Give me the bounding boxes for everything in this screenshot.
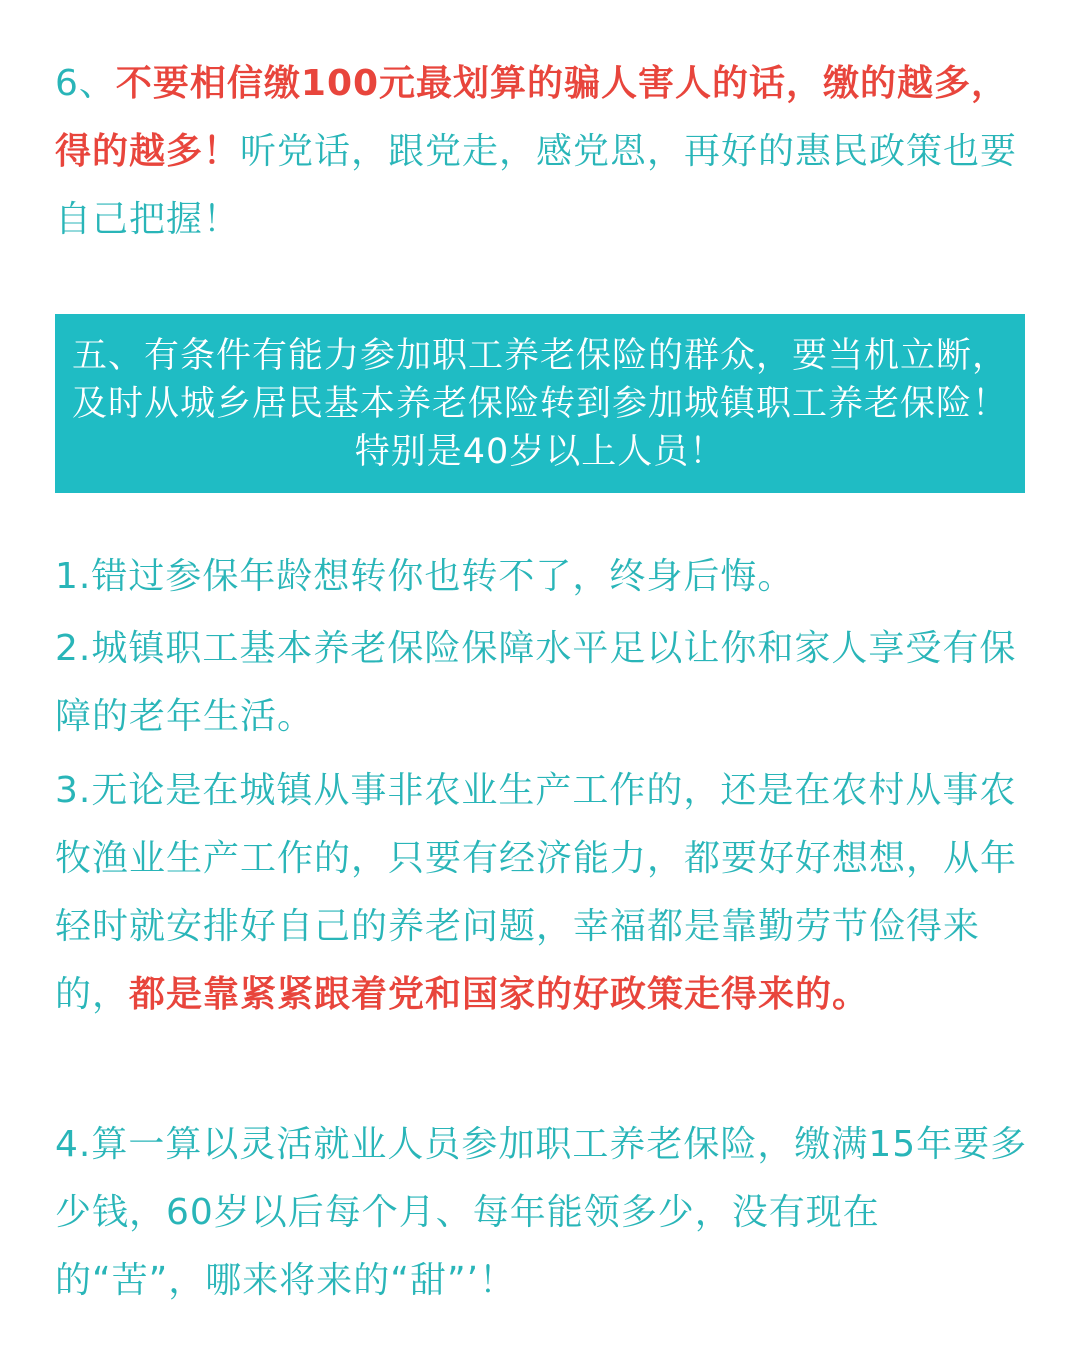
item-6-number: 6、 xyxy=(55,63,116,104)
item-6-warning: 不要相信缴100元最划算的骗人害人的话，缴的越多，得的越多！ xyxy=(55,63,1009,172)
item-6-text: 听党话，跟党走，感党恩，再好的惠民政策也要自己把握！ xyxy=(55,131,1018,240)
point-1: 1.错过参保年龄想转你也转不了，终身后悔。 xyxy=(55,556,795,597)
section-5-heading: 五、有条件有能力参加职工养老保险的群众，要当机立断，及时从城乡居民基本养老保险转到参加城镇职工养老保险！特别是40岁以上人员！ xyxy=(71,336,1008,472)
item-6-paragraph xyxy=(55,50,1030,254)
point-4: 4.算一算以灵活就业人员参加职工养老保险，缴满15年要多少钱，60岁以后每个月、每年能领多少，没有现在的“苦”，哪来将来的“甜”’！ xyxy=(55,1124,1028,1301)
point-3-text: 3.无论是在城镇从事非农业生产工作的，还是在农村从事农牧渔业生产工作的，只要有经济能力，都要好好想想，从年轻时就安排好自己的养老问题，幸福都是靠勤劳节俭得来的， xyxy=(55,770,1018,1015)
point-3 xyxy=(55,757,1030,1029)
section-5-banner xyxy=(55,314,1025,493)
point-3-highlight: 都是靠紧紧跟着党和国家的好政策走得来的。 xyxy=(129,974,870,1015)
point-2: 2.城镇职工基本养老保险保障水平足以让你和家人享受有保障的老年生活。 xyxy=(55,628,1017,737)
